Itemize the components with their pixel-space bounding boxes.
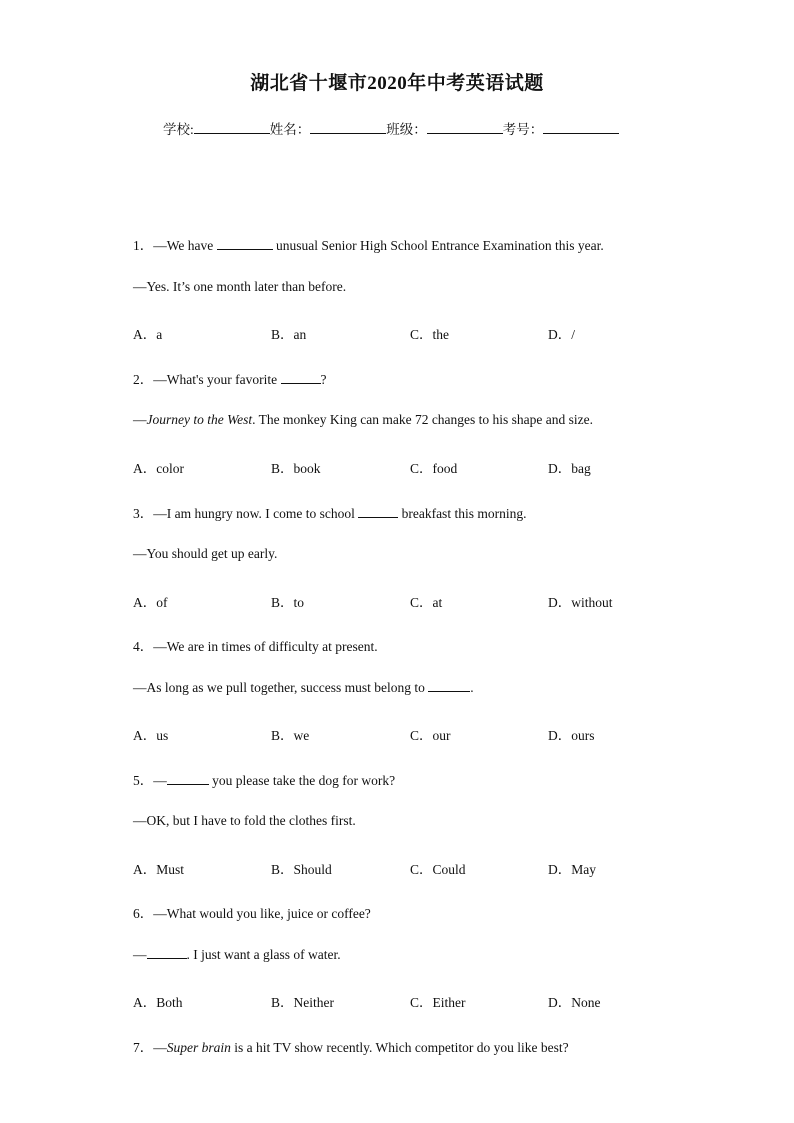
- question-4-option-b[interactable]: B．we: [271, 728, 310, 743]
- question-2-option-b[interactable]: B．book: [271, 461, 321, 476]
- question-text-part: ?: [320, 372, 327, 387]
- question-1-text: [133, 234, 604, 254]
- question-1-reply: —Yes. It’s one month later than before.: [133, 279, 347, 294]
- question-5-option-c[interactable]: C．Could: [410, 862, 466, 877]
- question-2-option-c[interactable]: C．food: [410, 461, 458, 476]
- question-1-option-b[interactable]: B．an: [271, 327, 307, 342]
- question-2-text: [133, 368, 327, 388]
- question-text-part: 5．—: [133, 773, 167, 788]
- answer-blank: [358, 506, 398, 518]
- answer-blank: [147, 947, 187, 959]
- exam-no-label: 考号：: [502, 122, 544, 137]
- question-3-option-d[interactable]: D．without: [548, 595, 613, 610]
- question-text-part: 3．—I am hungry now. I come to school: [133, 506, 359, 521]
- reply-text-part: —: [133, 947, 147, 962]
- answer-blank: [217, 238, 273, 250]
- question-4-text: 4．—We are in times of difficulty at present.: [133, 639, 378, 654]
- question-6-option-a[interactable]: A．Both: [133, 995, 183, 1010]
- question-3-text: [133, 502, 526, 522]
- question-4-option-c[interactable]: C．our: [410, 728, 451, 743]
- question-2-option-d[interactable]: D．bag: [548, 461, 591, 476]
- reply-text-part: . The monkey King can make 72 changes to his shape and size.: [252, 412, 594, 427]
- school-blank[interactable]: [194, 121, 270, 134]
- question-2-reply: [133, 412, 593, 428]
- reply-text-part: .: [470, 680, 474, 695]
- school-label: 学校:: [163, 122, 194, 137]
- answer-blank: [281, 372, 321, 384]
- answer-blank: [167, 773, 209, 785]
- reply-text-part: —As long as we pull together, success must belong to: [133, 680, 429, 695]
- question-text-part: 2．—What's your favorite: [133, 372, 281, 387]
- question-5-option-b[interactable]: B．Should: [271, 862, 332, 877]
- question-text-part: 7．—: [133, 1040, 167, 1055]
- question-6-option-d[interactable]: D．None: [548, 995, 601, 1010]
- question-7-text: [133, 1036, 569, 1056]
- question-3-reply: —You should get up early.: [133, 546, 278, 561]
- question-text-part: breakfast this morning.: [398, 506, 527, 521]
- book-title: Journey to the West: [146, 412, 253, 427]
- question-6-option-b[interactable]: B．Neither: [271, 995, 334, 1010]
- question-5-option-d[interactable]: D．May: [548, 862, 596, 877]
- question-6-option-c[interactable]: C．Either: [410, 995, 466, 1010]
- question-text-part: 1．—We have: [133, 238, 217, 253]
- question-2-option-a[interactable]: A．color: [133, 461, 184, 476]
- question-1-option-d[interactable]: D．/: [548, 327, 575, 342]
- question-6-reply: [133, 947, 341, 963]
- question-5-text: [133, 769, 395, 789]
- name-blank[interactable]: [310, 121, 386, 134]
- student-info-row: [163, 118, 619, 138]
- question-4-option-d[interactable]: D．ours: [548, 728, 595, 743]
- question-1-option-c[interactable]: C．the: [410, 327, 449, 342]
- exam-no-blank[interactable]: [543, 121, 619, 134]
- question-1-option-a[interactable]: A．a: [133, 327, 163, 342]
- answer-blank: [428, 680, 470, 692]
- class-label: 班级：: [386, 122, 427, 137]
- question-6-text: 6．—What would you like, juice or coffee?: [133, 906, 371, 921]
- question-text-part: is a hit TV show recently. Which competitor do you like best?: [230, 1040, 569, 1055]
- reply-text-part: . I just want a glass of water.: [186, 947, 341, 962]
- name-label: 姓名：: [269, 122, 311, 137]
- question-5-reply: —OK, but I have to fold the clothes first.: [133, 813, 356, 828]
- question-4-option-a[interactable]: A．us: [133, 728, 169, 743]
- reply-text-part: —: [133, 412, 147, 427]
- question-3-option-a[interactable]: A．of: [133, 595, 168, 610]
- question-4-reply: [133, 680, 474, 696]
- question-3-option-c[interactable]: C．at: [410, 595, 443, 610]
- question-text-part: unusual Senior High School Entrance Examination this year.: [272, 238, 604, 253]
- question-5-option-a[interactable]: A．Must: [133, 862, 185, 877]
- question-3-option-b[interactable]: B．to: [271, 595, 305, 610]
- page-title: 湖北省十堰市2020年中考英语试题: [250, 73, 544, 94]
- class-blank[interactable]: [427, 121, 503, 134]
- show-title: Super brain: [166, 1040, 231, 1055]
- question-text-part: you please take the dog for work?: [208, 773, 396, 788]
